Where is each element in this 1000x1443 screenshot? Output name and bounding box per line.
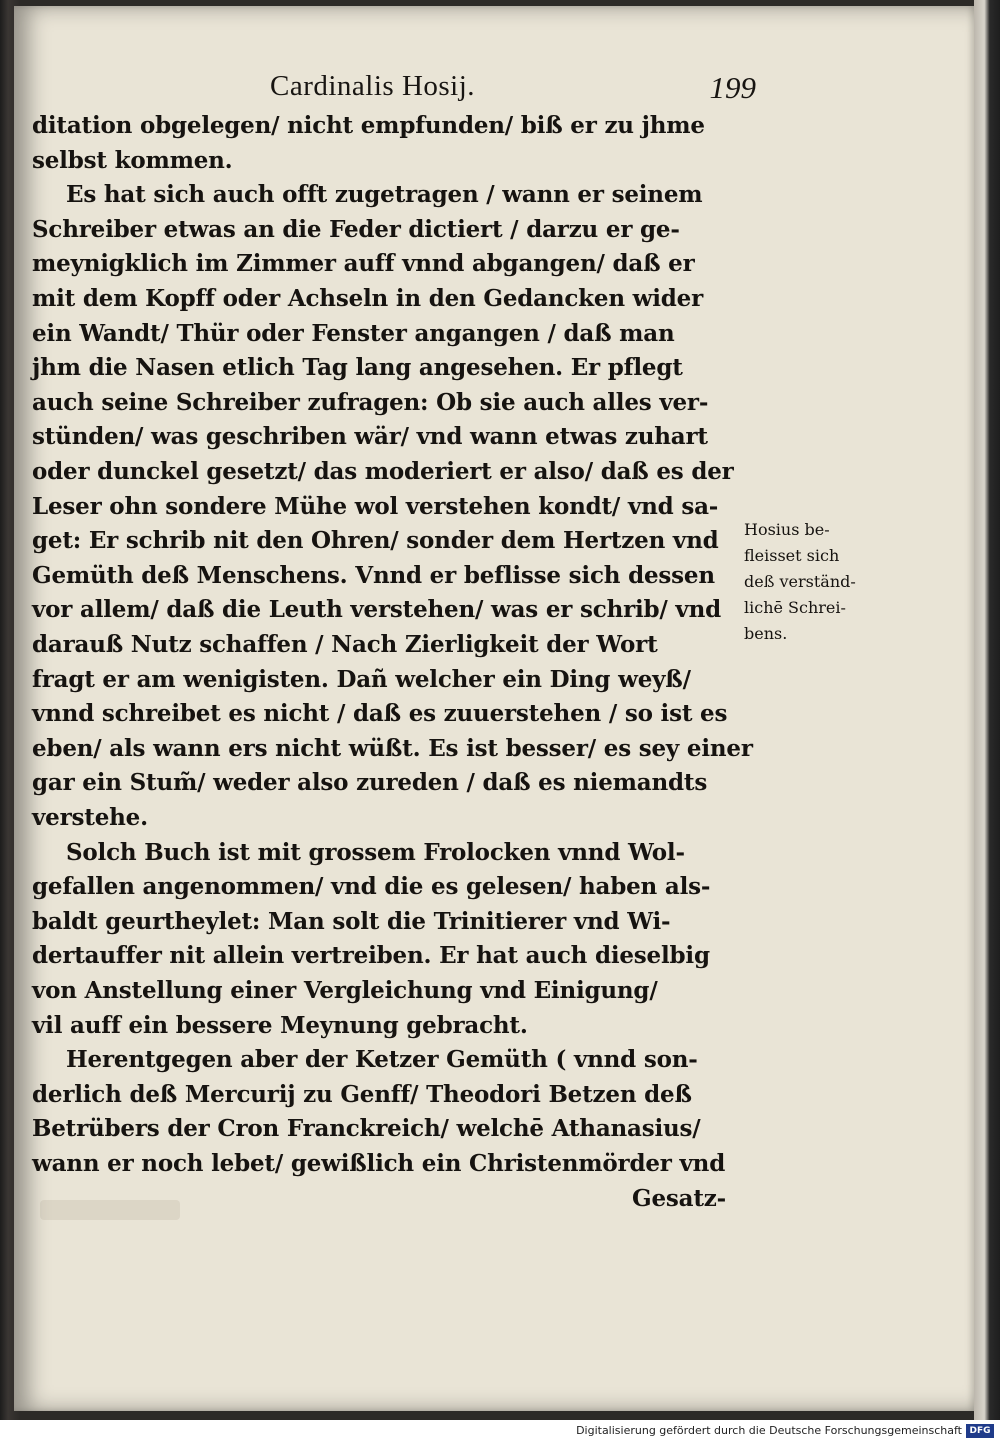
page-edge (974, 0, 1000, 1420)
text-line: baldt geurtheylet: Man solt die Trinitierer vnd Wi- (32, 907, 671, 935)
margin-note-line: deß verständ- (744, 572, 856, 591)
running-title: Cardinalis Hosij. (270, 70, 476, 102)
ink-bleed (40, 1200, 180, 1220)
text-line: Es hat sich auch offt zugetragen / wann er seinem (66, 181, 703, 209)
page-number: 199 (709, 70, 756, 105)
text-line: jhm die Nasen etlich Tag lang angesehen. Er pflegt (32, 354, 683, 382)
text-line: vnnd schreibet es nicht / daß es zuuerstehen / so ist es (32, 700, 728, 728)
text-line: gar ein Stum̃/ weder also zureden / daß es niemandts (32, 769, 708, 797)
text-line: selbst kommen. (32, 146, 233, 174)
text-line: auch seine Schreiber zufragen: Ob sie auch alles ver- (32, 388, 709, 416)
text-line: derlich deß Mercurij zu Genff/ Theodori Betzen deß (32, 1080, 692, 1108)
text-line: Herentgegen aber der Ketzer Gemüth ( vnnd son- (66, 1046, 698, 1074)
text-line: dertauffer nit allein vertreiben. Er hat auch dieselbig (32, 942, 710, 970)
text-line: eben/ als wann ers nicht wüßt. Es ist besser/ es sey einer (32, 734, 753, 762)
funding-credit: Digitalisierung gefördert durch die Deutsche Forschungsgemeinschaft (576, 1424, 962, 1437)
text-line: get: Er schrib nit den Ohren/ sonder dem Hertzen vnd (32, 527, 719, 555)
text-line: gefallen angenommen/ vnd die es gelesen/ haben als- (32, 873, 711, 901)
text-line: Schreiber etwas an die Feder dictiert / darzu er ge- (32, 215, 680, 243)
text-line: mit dem Kopff oder Achseln in den Gedancken wider (32, 285, 704, 312)
text-line: fragt er am wenigisten. Dañ welcher ein Ding weyß/ (32, 665, 691, 693)
text-line: Leser ohn sondere Mühe wol verstehen kondt/ vnd sa- (32, 492, 719, 520)
text-line: meynigklich im Zimmer auff vnnd abgangen/ daß er (32, 250, 695, 278)
text-line: wann er noch lebet/ gewißlich ein Christenmörder vnd (32, 1150, 726, 1177)
text-line: Gemüth deß Menschens. Vnnd er beflisse sich dessen (32, 561, 715, 589)
margin-note-line: Hosius be- (744, 520, 830, 539)
text-line: Solch Buch ist mit grossem Frolocken vnnd Wol- (66, 838, 685, 866)
text-line: stünden/ was geschriben wär/ vnd wann etwas zuhart (32, 423, 708, 451)
dfg-logo: DFG (966, 1424, 994, 1438)
digitization-footer (0, 1420, 1000, 1443)
margin-note-line: fleisset sich (744, 546, 840, 565)
text-line: ein Wandt/ Thür oder Fenster angangen / daß man (32, 319, 675, 347)
text-line: von Anstellung einer Vergleichung vnd Einigung/ (32, 977, 658, 1004)
margin-note-line: bens. (744, 624, 788, 643)
text-line: vor allem/ daß die Leuth verstehen/ was er schrib/ vnd (32, 596, 722, 624)
catchword: Gesatz- (632, 1184, 726, 1212)
text-line: oder dunckel gesetzt/ das moderiert er also/ daß es der (32, 458, 734, 485)
margin-note-line: lichē Schrei- (744, 598, 846, 617)
text-line: ditation obgelegen/ nicht empfunden/ biß er zu jhme (32, 112, 705, 139)
text-line: vil auff ein bessere Meynung gebracht. (32, 1011, 528, 1039)
text-line: Betrübers der Cron Franckreich/ welchē Athanasius/ (32, 1115, 701, 1143)
text-line: verstehe. (32, 804, 148, 831)
text-line: darauß Nutz schaffen / Nach Zierligkeit der Wort (32, 631, 658, 658)
